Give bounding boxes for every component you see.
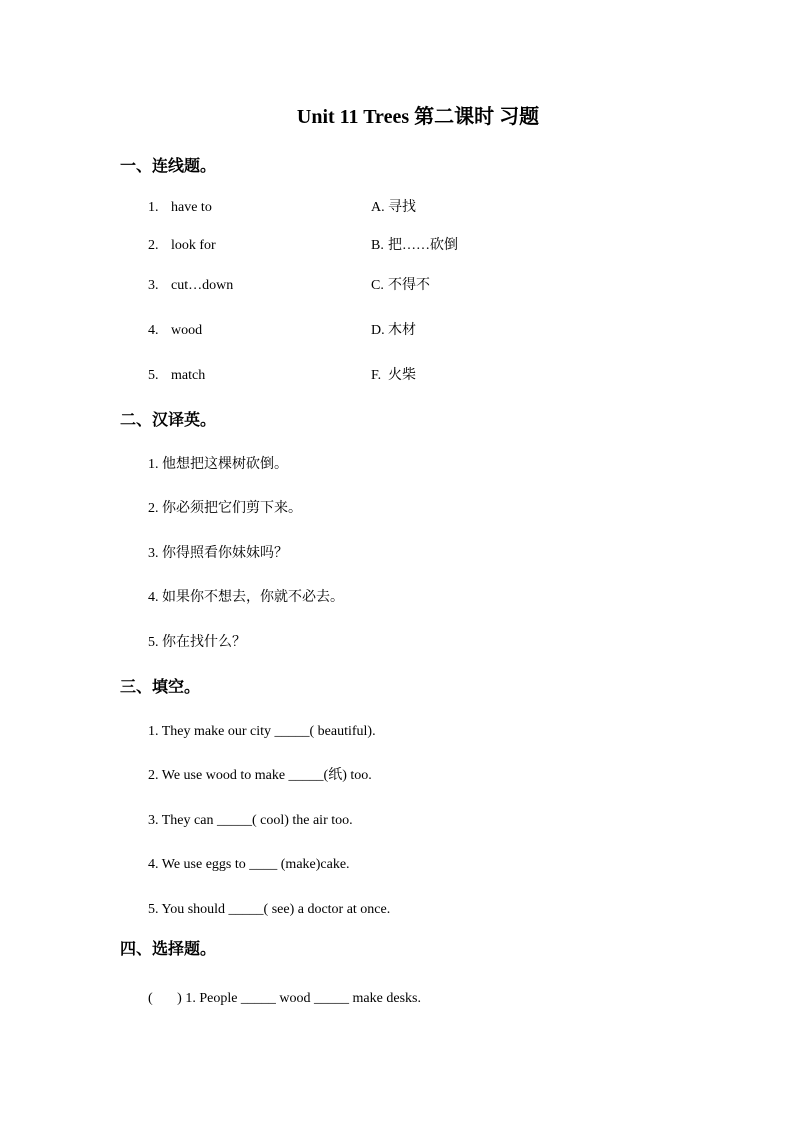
option-text: 把……砍倒 [388,238,458,253]
section-heading-translation: 二、汉译英。 [120,412,217,429]
option-letter: B. [371,238,384,253]
item-text: cut…down [171,278,234,293]
section-heading-matching: 一、连线题。 [120,158,217,175]
option-letter: D. [371,323,385,338]
item-text: have to [171,200,212,215]
item-number: 2. [148,238,159,253]
option-text: 寻找 [388,200,416,215]
item-text: look for [171,238,216,253]
choice-item: ( ) 1. People _____ wood _____ make desks. [148,991,421,1006]
option-letter: C. [371,278,384,293]
item-number: 3. [148,278,159,293]
matching-right-item [371,237,458,255]
translation-item: 5. 你在找什么？ [148,635,246,650]
section-heading-fill-blank: 三、填空。 [120,679,201,696]
matching-left-item [148,277,233,295]
fill-blank-item: 5. You should _____( see) a doctor at once. [148,902,391,917]
translation-item: 1. 他想把这棵树砍倒。 [148,457,288,472]
option-text: 不得不 [388,278,430,293]
fill-blank-item: 4. We use eggs to ____ (make)cake. [148,857,350,872]
option-letter: F. [371,368,382,383]
matching-left-item [148,199,212,217]
matching-left-item [148,322,202,340]
matching-right-item [371,277,430,295]
matching-left-item [148,367,205,385]
section-heading-choice: 四、选择题。 [120,941,217,958]
item-text: wood [171,323,203,338]
matching-right-item [371,367,416,385]
fill-blank-item: 2. We use wood to make _____(纸) too. [148,768,372,783]
matching-right-item [371,322,416,340]
option-text: 火柴 [388,368,416,383]
item-number: 5. [148,368,159,383]
translation-item: 3. 你得照看你妹妹吗？ [148,546,288,561]
item-text: match [171,368,206,383]
item-number: 4. [148,323,159,338]
matching-right-item [371,199,416,217]
matching-left-item [148,237,216,255]
translation-item: 4. 如果你不想去，你就不必去。 [148,590,344,605]
fill-blank-item: 3. They can _____( cool) the air too. [148,813,353,828]
item-number: 1. [148,200,159,215]
translation-item: 2. 你必须把它们剪下来。 [148,501,302,516]
option-letter: A. [371,200,385,215]
option-text: 木材 [388,323,416,338]
fill-blank-item: 1. They make our city _____( beautiful). [148,724,376,739]
page-title: Unit 11 Trees 第二课时 习题 [296,106,540,128]
